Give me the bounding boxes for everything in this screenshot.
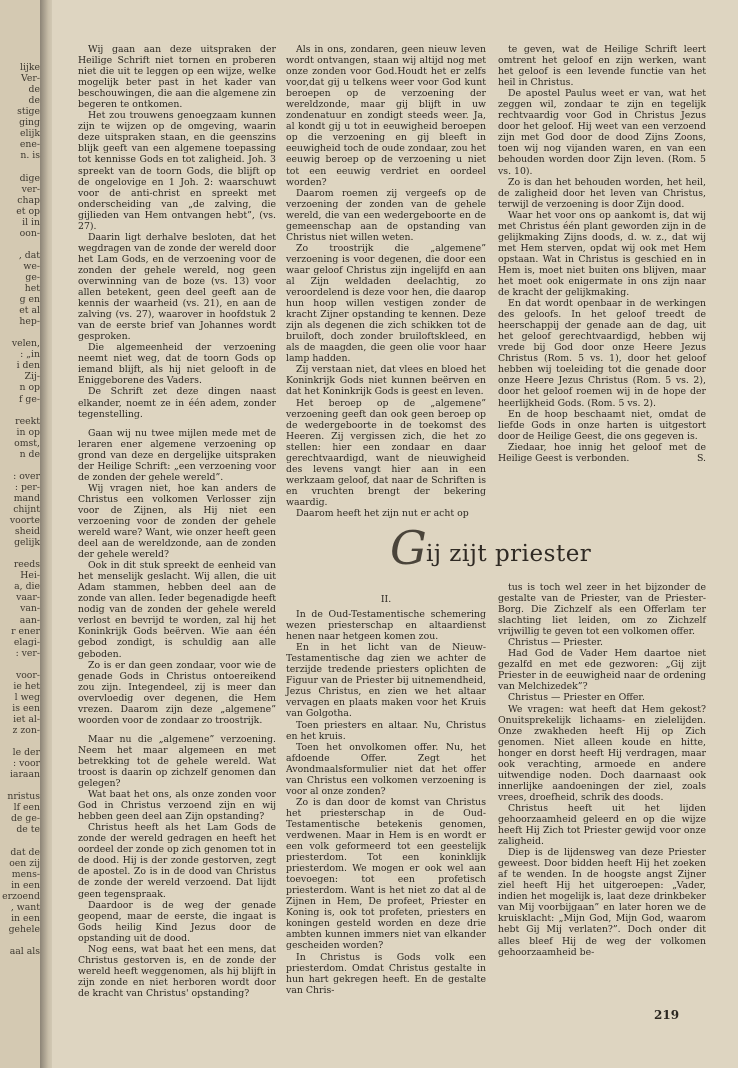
previous-page-fragment: voor- (15, 669, 40, 681)
previous-page-fragment: n op (19, 382, 40, 394)
previous-page-fragment: de te (16, 824, 40, 836)
previous-page-fragment: il in (22, 216, 40, 228)
previous-page-fragment: i den (16, 360, 40, 372)
article-column-middle (286, 594, 486, 996)
paragraph: Wij vragen niet, hoe kan anders de Christus een volkomen Verlosser zijn voor de Zijnen, als Hij niet een verzoening voor de zonden der gehele wereld ware? Want, wie onzer heeft geen deel aan de wereldzonde, aan de zonden der gehele wereld? (78, 482, 276, 561)
paragraph: Als in ons, zondaren, geen nieuw leven wordt ontvangen, staan wij altijd nog met onze zonden voor God.Houdt het er zelfs voor,dat gij u telkens weer voor God kunt beroepen op de verzoening der wereldzonde, maar gij blijft in uw zondenatuur en zondigt steeds weer. Ja, al kondt gij u tot in eeuwigheid beroepen op die verzoening en gij bleeft in eeuwigheid toch de oude zondaar, zou het eeuwig beroep op de verzoening u niet tot een eeuwig verdriet en oordeel worden? (286, 44, 486, 188)
previous-page-fragment: mand (13, 492, 40, 504)
paragraph: Christus — Priester. (508, 637, 604, 649)
previous-page-fragment: ene- (19, 139, 40, 151)
previous-page-fragment: l weg (14, 691, 40, 703)
paragraph: Christus — Priester en Offer. (508, 692, 645, 704)
previous-page-fragment: reekt (15, 415, 40, 427)
article-column-right (498, 582, 706, 958)
column-middle (286, 44, 486, 519)
paragraph: tus is toch wel zeer in het bijzonder de gestalte van de Priester, van de Priester-Borg. Die Zichzelf als een Offerlam ter slachting liet leiden, om zo Zichzelf vrijwillig te geven tot een volkomen offer. (498, 582, 706, 638)
previous-page-fragment: et al (19, 305, 40, 317)
previous-page-fragment: z zon- (12, 725, 40, 736)
previous-page-fragment: : ver- (15, 647, 40, 659)
previous-page-fragment: Ver- (21, 73, 40, 85)
previous-page-fragment: in op (16, 426, 40, 438)
previous-page-fragment: ge- (25, 271, 40, 283)
previous-page-fragment: a, die (14, 581, 40, 593)
previous-page-fragment: , dat (18, 249, 40, 261)
previous-page-edge (0, 0, 44, 1068)
signature: S. (696, 452, 706, 464)
paragraph: Het zou trouwens genoegzaam kunnen zijn te wijzen op de omgeving, waarin deze uitspraken staan, en die geenszins blijk geeft van een algemene toepassing tot kennisse Gods en tot zaligheid. Joh. 3 spreekt van de toorn Gods, die blijft op de ongelovige en 1 Joh. 2: waarschuwt voor de anti-christ en spreekt met onderscheiding van „de zalving, die gijlieden van Hem ontvangen hebt”, (vs. 27). (78, 110, 276, 232)
previous-page-fragment: dige (19, 172, 40, 184)
paragraph: Maar nu die „algemene” verzoening. Neem het maar algemeen en met betrekking tot de gehele wereld. Wat troost is daarin op zichzelf genomen dan gelegen? (78, 733, 276, 790)
previous-page-fragment: elijk (20, 128, 40, 140)
previous-page-fragment: gehele (8, 923, 40, 935)
previous-page-fragment: de ge- (10, 813, 40, 825)
paragraph: Het beroep op de „algemene” verzoening geeft dan ook geen beroep op de wedergeboorte in de toekomst des Heeren. Zij vergissen zich, die het zo stellen: hier een zondaar en daar gerechtvaardigd, want de nieuwigheid des levens vangt hier aan in een werkzaam geloof, dat naar de Schriften is en vruchten brengt der bekering waardig. (286, 397, 486, 508)
column-left (78, 44, 276, 999)
paragraph: Zo is er dan geen zondaar, voor wie de genade Gods in Christus ontoereikend zou zijn. Integendeel, zij is meer dan overvloedig over degenen, die Hem vrezen. Daarom zijn deze „algemene” woorden voor de zondaar zo troostrijk. (78, 659, 276, 726)
previous-page-fragment: : „in (20, 349, 40, 361)
previous-page-fragment: et op (16, 205, 40, 217)
previous-page-fragment: is een (12, 702, 40, 714)
previous-page-fragment: omst, (14, 437, 40, 449)
paragraph: Had God de Vader Hem daartoe niet gezalfd en met ede gezworen: „Gij zijt Priester in de eeuwigheid naar de ordening van Melchizedek”? (498, 648, 706, 693)
paragraph: Daarin ligt derhalve besloten, dat het wegdragen van de zonde der wereld door het Lam Gods, en de verzoening voor de zonden der gehele wereld, nog geen overwinning van de boze (vs. 13) voor allen betekent, geen deel geeft aan de kennis der waarheid (vs. 21), en aan de zalving (vs. 27), waarover in hoofdstuk 2 van de eerste brief van Johannes wordt gesproken. (78, 231, 276, 343)
previous-page-fragment: : voor (13, 758, 40, 770)
previous-page-fragment: aan- (19, 614, 40, 626)
previous-page-fragment: chijnt (13, 504, 40, 515)
previous-page-fragment: hep- (19, 316, 40, 328)
previous-page-fragment: g en (19, 294, 40, 306)
previous-page-fragment: Zij- (24, 371, 40, 383)
paragraph: In Christus is Gods volk een priesterdom. Omdat Christus gestalte in hun hart gekregen heeft. En de gestalte van Chris- (286, 951, 486, 996)
previous-page-fragment: in een (11, 912, 40, 924)
paragraph: te geven, wat de Heilige Schrift leert omtrent het geloof en zijn werken, want het geloof is een levende functie van het heil in Christus. (498, 44, 706, 89)
paragraph: De Schrift zet deze dingen naast elkander, noemt ze in één adem, zonder tegenstelling. (78, 386, 276, 420)
heading-title: ij zijt priester (426, 541, 592, 567)
previous-page-fragment: n de (19, 448, 40, 460)
previous-page-fragment: Hei- (20, 570, 40, 582)
paragraph: We vragen: wat heeft dat Hem gekost? Onuitsprekelijk lichaams- en zielelijden. Onze zwakheden heeft Hij op Zich genomen. Niet alleen koude en hitte, honger en dorst heeft Hij verdragen, maar ook verachting, armoede en andere uitwendige noden. Doch daarnaast ook innerlijke aandoeningen der ziel, zoals vrees, droefheid, schrik des doods. (498, 703, 706, 803)
paragraph: Zo troostrijk die „algemene” verzoening is voor degenen, die door een waar geloof Christus zijn ingelijfd en aan al Zijn weldaden deelachtig, zo veroordelend is deze voor hen, die daarop hun hoop willen vestigen zonder de kracht Zijner opstanding te kennen. Deze zijn als degenen die zich schikken tot de bruiloft, doch zonder bruiloftskleed, en als de maagden, die geen olie voor haar lamp hadden. (286, 242, 486, 365)
previous-page-fragment: we- (23, 260, 40, 272)
previous-page-fragment: chap (17, 194, 40, 206)
paragraph: En de hoop beschaamt niet, omdat de liefde Gods in onze harten is uitgestort door de Heilige Geest, die ons gegeven is. (498, 408, 706, 442)
paragraph: Die algemeenheid der verzoening neemt niet weg, dat de toorn Gods op iemand blijft, als hij niet gelooft in de Eniggeborene des Vaders. (78, 342, 276, 387)
paragraph: Daarom roemen zij vergeefs op de verzoening der zonden van de gehele wereld, die van een wedergeboorte en de gemeenschap aan de opstanding van Christus niet willen weten. (286, 187, 486, 243)
article-heading (390, 520, 710, 580)
previous-page-fragment: oen zij (9, 857, 40, 869)
paragraph: Waar het voor ons op aankomt is, dat wij met Christus één plant geworden zijn in de gelijkmaking Zijns doods, d. w. z., dat wij met Hem sterven, opdat wij ook met Hem opstaan. Wat in Christus is geschied en in Hem is, moet niet buiten ons blijven, maar het moet ook enigermate in ons zijn naar de kracht der gelijkmaking. (498, 209, 706, 299)
paragraph: Wij gaan aan deze uitspraken der Heilige Schrift niet tornen en proberen niet die uit te leggen op een wijze, welke mogelijk beter past in het kader van beschouwingen, die aan die algemene zin begeren te ontkomen. (78, 44, 276, 111)
column-right (498, 44, 706, 464)
previous-page-fragment: nristus (7, 791, 40, 803)
previous-page-fragment: n. is (20, 150, 40, 162)
paragraph: Zo is dan door de komst van Christus het priesterschap in de Oud-Testamentische betekenis genomen, verdwenen. Maar in Hem is en wordt er een volk geformeerd tot een geestelijk priesterdom. Tot een koninklijk priesterdom. We mogen er ook wel aan toevoegen: tot een profetisch priesterdom. Want is het niet zo dat al de Zijnen in Hem, De profeet, Priester en Koning is, ook tot profeten, priesters en koningen gesteld worden en deze drie ambten kunnen immers niet van elkander gescheiden worden? (286, 796, 486, 952)
paragraph: Toen priesters en altaar. Nu, Christus en het kruis. (286, 719, 486, 742)
paragraph: Daardoor is de weg der genade geopend, maar de eerste, die ingaat is Gods heilig Kind Jezus door de opstanding uit de dood. (78, 899, 276, 944)
previous-page-fragment: lijke (20, 62, 40, 73)
previous-page-fragment: het (24, 283, 40, 294)
paragraph: Christus heeft als het Lam Gods de zonde der wereld gedragen en heeft het oordeel der zonde op zich genomen tot in de dood. Hij is der zonde gestorven, zegt de apostel. Zo is in de dood van Christus de zonde der wereld verzoend. Dat lijdt geen tegenspraak. (78, 822, 276, 900)
previous-page-fragment: mens- (11, 868, 40, 880)
paragraph: Gaan wij nu twee mijlen mede met de leraren ener algemene verzoening op grond van deze en dergelijke uitspraken der Heilige Schrift: „een verzoening voor de zonden der gehele wereld”. (78, 427, 276, 483)
previous-page-fragment: van- (20, 603, 40, 615)
previous-page-fragment: de (28, 95, 40, 107)
paragraph: En in het licht van de Nieuw-Testamentische dag zien we achter de terzijde tredende priesters oplichten de Figuur van de Priester bij uitnemendheid, Jezus Christus, en zien we het altaar vervagen en plaats maken voor het Kruis van Golgotha. (286, 642, 486, 720)
previous-page-fragment: aal als (9, 946, 40, 957)
paragraph: En dat wordt openbaar in de werkingen des geloofs. In het geloof treedt de heerschappij der genade aan de dag, uit het geloof gerechtvaardigd, hebben wij vrede bij God door onze Heere Jezus Christus (Rom. 5 vs. 1), door het geloof hebben wij toeleiding tot die genade door onze Heere Jezus Christus (Rom. 5 vs. 2), door het geloof roemen wij in de hope der heerlijkheid Gods. (Rom. 5 vs. 2). (498, 298, 706, 409)
paragraph: Toen het onvolkomen offer. Nu, het afdoende Offer. Zegt het Avondmaalsformulier niet dat het offer van Christus een volkomen verzoening is voor al onze zonden? (286, 741, 486, 797)
paragraph: Diep is de lijdensweg van deze Priester geweest. Door bidden heeft Hij het zoeken af te wenden. In de hoogste angst Zijner ziel heeft Hij het uitgeroepen: „Vader, indien het mogelijk is, laat deze drinkbeker van Mij voorbijgaan” en later horen we de kruisklacht: „Mijn God, Mijn God, waarom hebt Gij Mij verlaten?”. Doch onder dit alles bleef Hij de weg der volkomen gehoorzaamheid be- (498, 847, 706, 958)
previous-page-fragment: ging (19, 117, 40, 129)
paragraph: Ziedaar, hoe innig het geloof met de Heilige Geest is verbonden. (498, 441, 706, 464)
previous-page-fragment: velen, (11, 338, 40, 350)
paragraph: De apostel Paulus weet er van, wat het zeggen wil, zondaar te zijn en tegelijk rechtvaardig voor God in Christus Jezus door het geloof. Hij weet van een verzoend zijn met God door de dood Zijns Zoons, toen wij nog vijanden waren, en van een behouden worden door Zijn leven. (Rom. 5 vs. 10). (498, 88, 706, 177)
previous-page-fragment: sheid (14, 526, 40, 538)
previous-page-fragment: lf een (13, 802, 40, 814)
previous-page-fragment: elagi- (13, 636, 40, 648)
paragraph: In de Oud-Testamentische schemering wezen priesterschap en altaardienst henen naar hetgeen komen zou. (286, 609, 486, 643)
page-number: 219 (654, 1008, 680, 1022)
previous-page-fragment: ie het (13, 680, 40, 692)
previous-page-fragment: : over (13, 470, 40, 482)
previous-page-fragment: dat de (10, 846, 40, 858)
previous-page-fragment: oon- (19, 227, 40, 239)
previous-page-fragment: f ge- (19, 393, 40, 405)
previous-page-fragment: ver- (21, 183, 40, 195)
previous-page-fragment: reeds (13, 559, 40, 571)
paragraph: Zij verstaan niet, dat vlees en bloed het Koninkrijk Gods niet kunnen beërven en dat het Koninkrijk Gods is geest en leven. (286, 364, 486, 398)
paragraph: Daarom heeft het zijn nut er acht op (296, 507, 469, 519)
magazine-page (52, 0, 738, 1068)
previous-page-fragment: in een (11, 879, 40, 891)
heading-initial: G (390, 521, 427, 575)
paragraph: Christus heeft uit het lijden gehoorzaamheid geleerd en op die wijze heeft Hij Zich tot Priester gewijd voor onze zaligheid. (498, 802, 706, 848)
paragraph: Zo is dan het behouden worden, het heil, de zaligheid door het leven van Christus, terwijl de verzoening is door Zijn dood. (498, 176, 706, 210)
previous-page-fragment: gelijk (14, 537, 40, 549)
previous-page-fragment: iaraan (9, 769, 40, 781)
previous-page-fragment: : per- (14, 481, 40, 493)
previous-page-fragment: iet al- (13, 713, 40, 725)
previous-page-fragment: stige (17, 106, 40, 118)
previous-page-fragment: de (28, 84, 40, 96)
previous-page-fragment: r ener (11, 625, 40, 637)
paragraph: Ook in dit stuk spreekt de eenheid van het menselijk geslacht. Wij allen, die uit Adam stammen, hebben deel aan de zonde van allen. Ieder begenadigde heeft nodig van de zonden der gehele wereld verlost en bevrijd te worden, zal hij het Koninkrijk Gods beërven. Wie aan één gebod zondigt, is schuldig aan alle geboden. (78, 560, 276, 660)
paragraph: Nog eens, wat baat het een mens, dat Christus gestorven is, en de zonde der wereld heeft weggenomen, als hij blijft in zijn zonde en niet herboren wordt door de kracht van Christus' opstanding? (78, 943, 276, 999)
paragraph: Wat baat het ons, als onze zonden voor God in Christus verzoend zijn en wij hebben geen deel aan Zijn opstanding? (78, 789, 276, 823)
previous-page-fragment: erzoend (2, 890, 40, 902)
previous-page-fragment: , want (10, 901, 40, 913)
previous-page-fragment: vaar- (16, 592, 40, 604)
section-number: II. (380, 594, 392, 605)
previous-page-fragment: voorte (9, 515, 40, 527)
previous-page-fragment: le der (12, 747, 40, 759)
